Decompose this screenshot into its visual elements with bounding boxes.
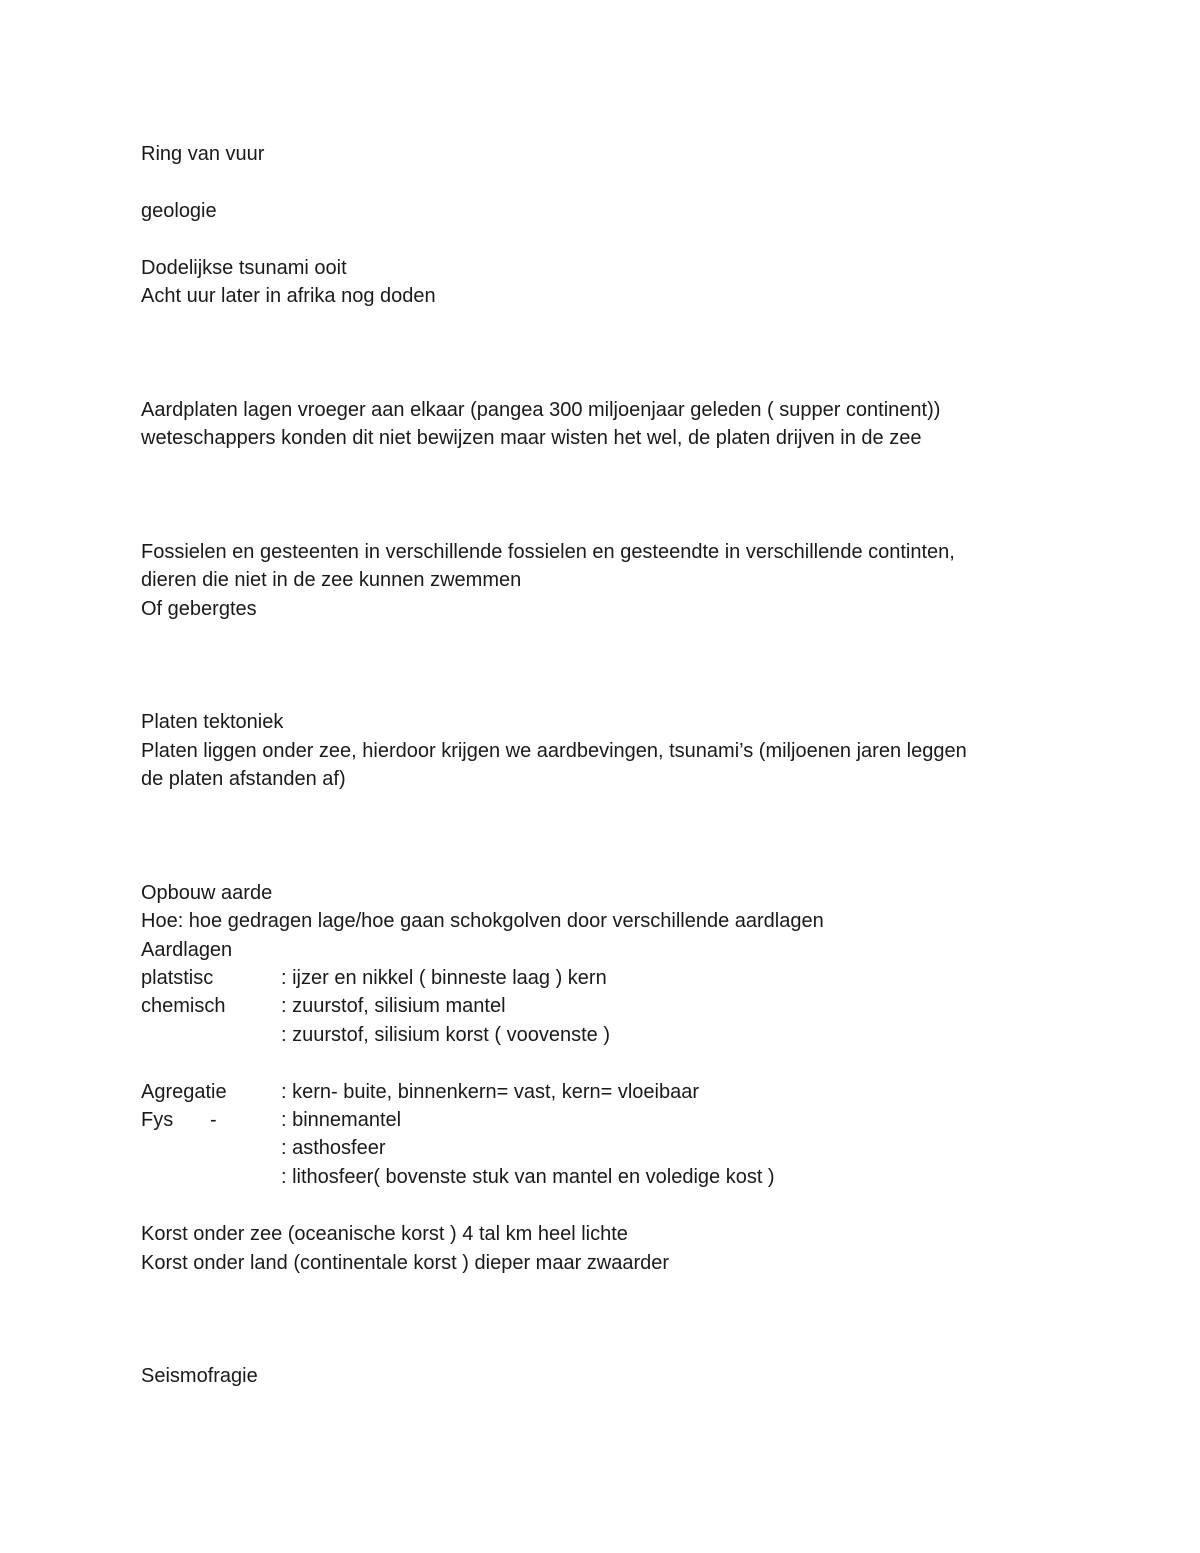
table-row-dash: - (210, 1109, 217, 1131)
text-line: Dodelijkse tsunami ooit (141, 257, 347, 279)
text-line: Fossielen en gesteenten in verschillende fossielen en gesteendte in verschillende continten, (141, 541, 955, 563)
text-line: geologie (141, 200, 217, 222)
text-line: Of gebergtes (141, 598, 257, 620)
text-line: Platen liggen onder zee, hierdoor krijgen we aardbevingen, tsunami’s (miljoenen jaren leggen (141, 740, 967, 762)
text-line: Korst onder land (continentale korst ) dieper maar zwaarder (141, 1252, 670, 1274)
table-row-value: : asthosfeer (281, 1137, 386, 1159)
text-line: Aardlagen (141, 939, 233, 961)
text-line: de platen afstanden af) (141, 768, 346, 790)
table-row-label: chemisch (141, 995, 226, 1017)
text-line: Opbouw aarde (141, 882, 273, 904)
table-row-value: : ijzer en nikkel ( binneste laag ) kern (281, 967, 607, 989)
text-line: weteschappers konden dit niet bewijzen maar wisten het wel, de platen drijven in de zee (141, 427, 922, 449)
table-row-label: Fys (141, 1109, 174, 1131)
text-line: Aardplaten lagen vroeger aan elkaar (pangea 300 miljoenjaar geleden ( supper continent)) (141, 399, 941, 421)
text-line: Korst onder zee (oceanische korst ) 4 tal km heel lichte (141, 1223, 628, 1245)
text-line: Acht uur later in afrika nog doden (141, 285, 436, 307)
text-line: Hoe: hoe gedragen lage/hoe gaan schokgolven door verschillende aardlagen (141, 910, 824, 932)
table-row-label: platstisc (141, 967, 214, 989)
text-line: Platen tektoniek (141, 711, 284, 733)
table-row-value: : lithosfeer( bovenste stuk van mantel en voledige kost ) (281, 1166, 775, 1188)
heading-ring-van-vuur: Ring van vuur (141, 143, 265, 165)
table-row-value: : binnemantel (281, 1109, 402, 1131)
table-row-label: Agregatie (141, 1081, 227, 1103)
text-line: dieren die niet in de zee kunnen zwemmen (141, 569, 522, 591)
table-row-value: : kern- buite, binnenkern= vast, kern= vloeibaar (281, 1081, 700, 1103)
text-line: Seismofragie (141, 1365, 258, 1387)
table-row-value: : zuurstof, silisium mantel (281, 995, 506, 1017)
table-row-value: : zuurstof, silisium korst ( voovenste ) (281, 1024, 610, 1046)
